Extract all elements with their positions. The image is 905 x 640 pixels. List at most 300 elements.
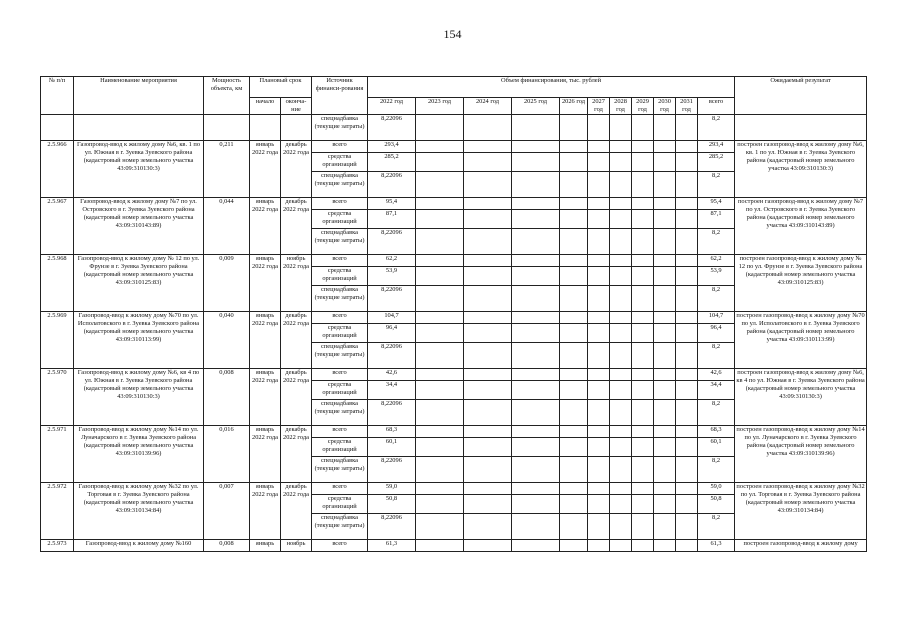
- source-cell: спецнадбавка (текущие затраты): [312, 457, 368, 483]
- total-cell: 34,4: [698, 381, 735, 400]
- empty-cell: [610, 400, 632, 426]
- total-cell: 8,2: [698, 286, 735, 312]
- project-capacity: 0,008: [204, 540, 250, 552]
- source-cell: всего: [312, 255, 368, 267]
- project-capacity: 0,211: [204, 141, 250, 198]
- project-result: построен газопровод-ввод к жилому дому №70 по ул. Исполатовского в г. Зуевка Зуевского района (кадастровый номер земельного участка 43:09:310113:99): [735, 312, 867, 369]
- empty-cell: [610, 483, 632, 495]
- empty-cell: [588, 141, 610, 153]
- empty-cell: [610, 514, 632, 540]
- empty-cell: [588, 381, 610, 400]
- source-cell: спецнадбавка (текущие затраты): [312, 115, 368, 141]
- empty-cell: [610, 540, 632, 552]
- empty-cell: [560, 286, 588, 312]
- empty-cell: [560, 198, 588, 210]
- empty-cell: [464, 495, 512, 514]
- empty-cell: [588, 495, 610, 514]
- project-name: Газопровод-ввод к жилому дому № 12 по ул. Фрунзе в г. Зуевка Зуевского района (кадастровый номер земельного участка 43:09:310125:83): [74, 255, 204, 312]
- empty-cell: [416, 540, 464, 552]
- empty-cell: [464, 343, 512, 369]
- header-year: 2028 год: [610, 98, 632, 115]
- empty-cell: [512, 172, 560, 198]
- empty-cell: [588, 153, 610, 172]
- empty-cell: [560, 495, 588, 514]
- project-row: [41, 369, 867, 381]
- header-year: 2024 год: [464, 98, 512, 115]
- empty-cell: [560, 172, 588, 198]
- header-year: 2027 год: [588, 98, 610, 115]
- y2022-cell: 62,2: [368, 255, 416, 267]
- source-cell: средства организаций: [312, 438, 368, 457]
- empty-cell: [416, 141, 464, 153]
- empty-cell: [610, 141, 632, 153]
- empty-cell: [588, 343, 610, 369]
- empty-cell: [416, 483, 464, 495]
- y2022-cell: 8,22096: [368, 400, 416, 426]
- header-funding: Объем финансирования, тыс. рублей: [368, 77, 735, 98]
- empty-cell: [676, 343, 698, 369]
- empty-cell: [416, 514, 464, 540]
- empty-cell: [654, 312, 676, 324]
- empty-cell: [560, 369, 588, 381]
- y2022-cell: 50,8: [368, 495, 416, 514]
- empty-cell: [676, 312, 698, 324]
- empty-cell: [654, 438, 676, 457]
- empty-cell: [632, 540, 654, 552]
- project-result: построен газопровод-ввод к жилому дому №6, кв. 1 по ул. Южная в г. Зуевка Зуевского района (кадастровый номер земельного участка 43:09:310130:3): [735, 141, 867, 198]
- source-cell: спецнадбавка (текущие затраты): [312, 343, 368, 369]
- empty-cell: [416, 267, 464, 286]
- empty-cell: [654, 172, 676, 198]
- empty-cell: [654, 115, 676, 141]
- empty-cell: [654, 324, 676, 343]
- y2022-cell: 68,3: [368, 426, 416, 438]
- project-row: [41, 141, 867, 153]
- empty-cell: [416, 495, 464, 514]
- total-cell: 8,2: [698, 115, 735, 141]
- y2022-cell: 42,6: [368, 369, 416, 381]
- y2022-cell: 8,22096: [368, 115, 416, 141]
- empty-cell: [654, 369, 676, 381]
- empty-cell: [676, 369, 698, 381]
- empty-cell: [610, 369, 632, 381]
- project-name: Газопровод-ввод к жилому дому №6, кв 4 по ул. Южная в г. Зуевка Зуевского района (кадастровый номер земельного участка 43:09:310130:3): [74, 369, 204, 426]
- total-cell: 87,1: [698, 210, 735, 229]
- total-cell: 95,4: [698, 198, 735, 210]
- carryover-row: [41, 115, 867, 141]
- total-cell: 53,9: [698, 267, 735, 286]
- empty-cell: [560, 267, 588, 286]
- empty-cell: [464, 267, 512, 286]
- empty-cell: [512, 267, 560, 286]
- empty-cell: [416, 438, 464, 457]
- empty-cell: [654, 255, 676, 267]
- total-cell: 8,2: [698, 400, 735, 426]
- empty-cell: [560, 229, 588, 255]
- empty-cell: [464, 324, 512, 343]
- empty-cell: [610, 324, 632, 343]
- empty-cell: [416, 229, 464, 255]
- empty-cell: [560, 514, 588, 540]
- source-cell: всего: [312, 540, 368, 552]
- project-result: построен газопровод-ввод к жилому дому: [735, 540, 867, 552]
- total-cell: 8,2: [698, 457, 735, 483]
- empty-cell: [464, 172, 512, 198]
- project-result: построен газопровод-ввод к жилому дому №7 по ул. Островского в г. Зуевка Зуевского района (кадастровый номер земельного участка 43:09:310143:89): [735, 198, 867, 255]
- project-name: Газопровод-ввод к жилому дому №70 по ул. Исполатовского в г. Зуевка Зуевского района (кадастровый номер земельного участка 43:09:310113:99): [74, 312, 204, 369]
- empty-cell: [632, 495, 654, 514]
- y2022-cell: 8,22096: [368, 343, 416, 369]
- empty-cell: [512, 286, 560, 312]
- header-name: Наименование мероприятия: [74, 77, 204, 115]
- empty-cell: [512, 141, 560, 153]
- empty-cell: [416, 115, 464, 141]
- header-end: оконча-ние: [281, 98, 312, 115]
- empty-cell: [512, 400, 560, 426]
- total-cell: 62,2: [698, 255, 735, 267]
- empty-cell: [588, 483, 610, 495]
- project-result: построен газопровод-ввод к жилому дому №32 по ул. Торговая в г. Зуевка Зуевского района (кадастровый номер земельного участка 43:09:310134:84): [735, 483, 867, 540]
- empty-cell: [654, 153, 676, 172]
- table-body: [41, 115, 867, 552]
- y2022-cell: 53,9: [368, 267, 416, 286]
- source-cell: средства организаций: [312, 495, 368, 514]
- y2022-cell: 104,7: [368, 312, 416, 324]
- empty-cell: [632, 343, 654, 369]
- empty-cell: [512, 438, 560, 457]
- empty-cell: [464, 229, 512, 255]
- y2022-cell: 285,2: [368, 153, 416, 172]
- empty-cell: [464, 286, 512, 312]
- empty-cell: [654, 343, 676, 369]
- empty-cell: [416, 198, 464, 210]
- empty-cell: [512, 369, 560, 381]
- total-cell: 293,4: [698, 141, 735, 153]
- empty-cell: [464, 141, 512, 153]
- project-num: 2.5.967: [41, 198, 74, 255]
- project-row: [41, 198, 867, 210]
- empty-cell: [654, 400, 676, 426]
- empty-cell: [512, 495, 560, 514]
- empty-cell: [588, 312, 610, 324]
- empty-cell: [632, 369, 654, 381]
- empty-cell: [632, 210, 654, 229]
- source-cell: спецнадбавка (текущие затраты): [312, 286, 368, 312]
- header-year: 2023 год: [416, 98, 464, 115]
- header-start: начало: [250, 98, 281, 115]
- source-cell: средства организаций: [312, 381, 368, 400]
- project-capacity: 0,016: [204, 426, 250, 483]
- empty-cell: [610, 115, 632, 141]
- y2022-cell: 59,0: [368, 483, 416, 495]
- empty-cell: [588, 255, 610, 267]
- empty-cell: [654, 483, 676, 495]
- project-end: декабрь 2022 года: [281, 369, 312, 426]
- empty-cell: [416, 210, 464, 229]
- empty-cell: [416, 286, 464, 312]
- project-name: Газопровод-ввод к жилому дому №32 по ул. Торговая в г. Зуевка Зуевского района (кадастровый номер земельного участка 43:09:310134:84): [74, 483, 204, 540]
- y2022-cell: 8,22096: [368, 514, 416, 540]
- empty-cell: [676, 540, 698, 552]
- empty-cell: [610, 229, 632, 255]
- empty-cell: [464, 540, 512, 552]
- empty-cell: [588, 198, 610, 210]
- empty-cell: [654, 267, 676, 286]
- source-cell: спецнадбавка (текущие затраты): [312, 229, 368, 255]
- y2022-cell: 87,1: [368, 210, 416, 229]
- empty-cell: [512, 255, 560, 267]
- empty-cell: [560, 457, 588, 483]
- empty-cell: [632, 286, 654, 312]
- empty-cell: [676, 141, 698, 153]
- empty-cell: [632, 312, 654, 324]
- empty-cell: [512, 343, 560, 369]
- empty-cell: [464, 369, 512, 381]
- source-cell: спецнадбавка (текущие затраты): [312, 172, 368, 198]
- header-year: 2029 год: [632, 98, 654, 115]
- empty-cell: [588, 115, 610, 141]
- empty-cell: [632, 267, 654, 286]
- source-cell: средства организаций: [312, 267, 368, 286]
- project-num: 2.5.969: [41, 312, 74, 369]
- header-total: всего: [698, 98, 735, 115]
- header-num: № п/п: [41, 77, 74, 115]
- empty-cell: [512, 312, 560, 324]
- project-capacity: 0,008: [204, 369, 250, 426]
- y2022-cell: 34,4: [368, 381, 416, 400]
- project-row: [41, 312, 867, 324]
- empty-cell: [632, 483, 654, 495]
- project-start: январь 2022 года: [250, 141, 281, 198]
- header-source: Источник финанси-рования: [312, 77, 368, 115]
- empty-cell: [676, 438, 698, 457]
- project-name: Газопровод-ввод к жилому дому №6, кв. 1 по ул. Южная в г. Зуевка Зуевского района (кадастровый номер земельного участка 43:09:310130:3): [74, 141, 204, 198]
- source-cell: всего: [312, 198, 368, 210]
- empty-cell: [464, 381, 512, 400]
- empty-cell: [464, 514, 512, 540]
- empty-cell: [610, 255, 632, 267]
- empty-cell: [676, 198, 698, 210]
- empty-cell: [676, 115, 698, 141]
- empty-cell: [560, 141, 588, 153]
- empty-cell: [512, 457, 560, 483]
- total-cell: 8,2: [698, 172, 735, 198]
- source-cell: средства организаций: [312, 324, 368, 343]
- empty-cell: [588, 286, 610, 312]
- empty-cell: [464, 115, 512, 141]
- project-name: Газопровод-ввод к жилому дому №7 по ул. Островского в г. Зуевка Зуевского района (кадастровый номер земельного участка 43:09:310143:89): [74, 198, 204, 255]
- total-cell: 8,2: [698, 229, 735, 255]
- total-cell: 50,8: [698, 495, 735, 514]
- empty-cell: [588, 369, 610, 381]
- empty-cell: [560, 255, 588, 267]
- empty-cell: [512, 229, 560, 255]
- empty-cell: [676, 426, 698, 438]
- empty-cell: [560, 343, 588, 369]
- total-cell: 42,6: [698, 369, 735, 381]
- empty-cell: [588, 438, 610, 457]
- empty-cell: [654, 229, 676, 255]
- empty-cell: [560, 438, 588, 457]
- empty-cell: [610, 286, 632, 312]
- empty-cell: [610, 210, 632, 229]
- empty-cell: [588, 210, 610, 229]
- empty-cell: [654, 286, 676, 312]
- y2022-cell: 8,22096: [368, 286, 416, 312]
- table-header: [41, 77, 867, 115]
- y2022-cell: 60,1: [368, 438, 416, 457]
- total-cell: 68,3: [698, 426, 735, 438]
- empty-cell: [654, 426, 676, 438]
- empty-cell: [676, 483, 698, 495]
- empty-cell: [588, 267, 610, 286]
- y2022-cell: 293,4: [368, 141, 416, 153]
- project-num: 2.5.973: [41, 540, 74, 552]
- source-cell: средства организаций: [312, 210, 368, 229]
- project-name: Газопровод-ввод к жилому дому №160: [74, 540, 204, 552]
- empty-cell: [588, 457, 610, 483]
- empty-cell: [560, 312, 588, 324]
- empty-cell: [654, 457, 676, 483]
- empty-cell: [512, 115, 560, 141]
- project-start: январь 2022 года: [250, 483, 281, 540]
- project-result: построен газопровод-ввод к жилому дому № 12 по ул. Фрунзе в г. Зуевка Зуевского района (кадастровый номер земельного участка 43:09:310125:83): [735, 255, 867, 312]
- y2022-cell: 95,4: [368, 198, 416, 210]
- project-end: декабрь 2022 года: [281, 426, 312, 483]
- project-end: ноябрь 2022 года: [281, 255, 312, 312]
- empty-cell: [610, 426, 632, 438]
- empty-cell: [654, 514, 676, 540]
- empty-cell: [464, 210, 512, 229]
- total-cell: 60,1: [698, 438, 735, 457]
- project-result: построен газопровод-ввод к жилому дому №6, кв 4 по ул. Южная в г. Зуевка Зуевского района (кадастровый номер земельного участка 43:09:310130:3): [735, 369, 867, 426]
- total-cell: 59,0: [698, 483, 735, 495]
- empty-cell: [560, 540, 588, 552]
- source-cell: всего: [312, 426, 368, 438]
- empty-cell: [588, 400, 610, 426]
- project-start: январь 2022 года: [250, 312, 281, 369]
- empty-cell: [560, 324, 588, 343]
- empty-cell: [416, 312, 464, 324]
- source-cell: всего: [312, 141, 368, 153]
- project-end: декабрь 2022 года: [281, 198, 312, 255]
- header-year: 2025 год: [512, 98, 560, 115]
- empty-cell: [74, 115, 204, 141]
- empty-cell: [464, 483, 512, 495]
- empty-cell: [654, 381, 676, 400]
- empty-cell: [588, 540, 610, 552]
- header-result: Ожидаемый результат: [735, 77, 867, 115]
- project-capacity: 0,009: [204, 255, 250, 312]
- empty-cell: [41, 115, 74, 141]
- empty-cell: [654, 198, 676, 210]
- source-cell: спецнадбавка (текущие затраты): [312, 400, 368, 426]
- project-row-partial: [41, 540, 867, 552]
- empty-cell: [416, 457, 464, 483]
- header-period: Плановый срок: [250, 77, 312, 98]
- empty-cell: [250, 115, 281, 141]
- project-start: январь 2022 года: [250, 198, 281, 255]
- empty-cell: [654, 540, 676, 552]
- project-num: 2.5.972: [41, 483, 74, 540]
- project-num: 2.5.968: [41, 255, 74, 312]
- project-row: [41, 255, 867, 267]
- project-start: январь: [250, 540, 281, 552]
- empty-cell: [610, 172, 632, 198]
- y2022-cell: 8,22096: [368, 457, 416, 483]
- total-cell: 104,7: [698, 312, 735, 324]
- project-result: построен газопровод-ввод к жилому дому №14 по ул. Луначарского в г. Зуевка Зуевского района (кадастровый номер земельного участка 43:09:310139:96): [735, 426, 867, 483]
- empty-cell: [560, 115, 588, 141]
- empty-cell: [464, 198, 512, 210]
- y2022-cell: 8,22096: [368, 229, 416, 255]
- empty-cell: [610, 343, 632, 369]
- empty-cell: [676, 172, 698, 198]
- empty-cell: [632, 381, 654, 400]
- empty-cell: [560, 483, 588, 495]
- empty-cell: [416, 153, 464, 172]
- empty-cell: [464, 457, 512, 483]
- empty-cell: [632, 229, 654, 255]
- empty-cell: [676, 324, 698, 343]
- empty-cell: [676, 381, 698, 400]
- empty-cell: [676, 153, 698, 172]
- empty-cell: [512, 210, 560, 229]
- empty-cell: [416, 426, 464, 438]
- project-capacity: 0,044: [204, 198, 250, 255]
- project-end: декабрь 2022 года: [281, 312, 312, 369]
- empty-cell: [560, 210, 588, 229]
- source-cell: всего: [312, 483, 368, 495]
- empty-cell: [512, 514, 560, 540]
- header-year: 2030 год: [654, 98, 676, 115]
- empty-cell: [464, 255, 512, 267]
- empty-cell: [416, 172, 464, 198]
- empty-cell: [588, 172, 610, 198]
- empty-cell: [632, 438, 654, 457]
- empty-cell: [512, 426, 560, 438]
- empty-cell: [632, 400, 654, 426]
- y2022-cell: 8,22096: [368, 172, 416, 198]
- funding-table: [40, 76, 867, 552]
- empty-cell: [512, 381, 560, 400]
- empty-cell: [512, 153, 560, 172]
- empty-cell: [588, 514, 610, 540]
- empty-cell: [676, 286, 698, 312]
- empty-cell: [560, 400, 588, 426]
- empty-cell: [416, 400, 464, 426]
- total-cell: 8,2: [698, 514, 735, 540]
- empty-cell: [560, 426, 588, 438]
- total-cell: 61,3: [698, 540, 735, 552]
- y2022-cell: 96,4: [368, 324, 416, 343]
- header-capacity: Мощность объекта, км: [204, 77, 250, 115]
- project-row: [41, 483, 867, 495]
- project-capacity: 0,007: [204, 483, 250, 540]
- project-end: ноябрь: [281, 540, 312, 552]
- empty-cell: [464, 153, 512, 172]
- empty-cell: [632, 115, 654, 141]
- empty-cell: [632, 426, 654, 438]
- empty-cell: [610, 438, 632, 457]
- empty-cell: [512, 483, 560, 495]
- empty-cell: [676, 210, 698, 229]
- empty-cell: [632, 255, 654, 267]
- empty-cell: [654, 210, 676, 229]
- empty-cell: [632, 141, 654, 153]
- source-cell: спецнадбавка (текущие затраты): [312, 514, 368, 540]
- project-start: январь 2022 года: [250, 426, 281, 483]
